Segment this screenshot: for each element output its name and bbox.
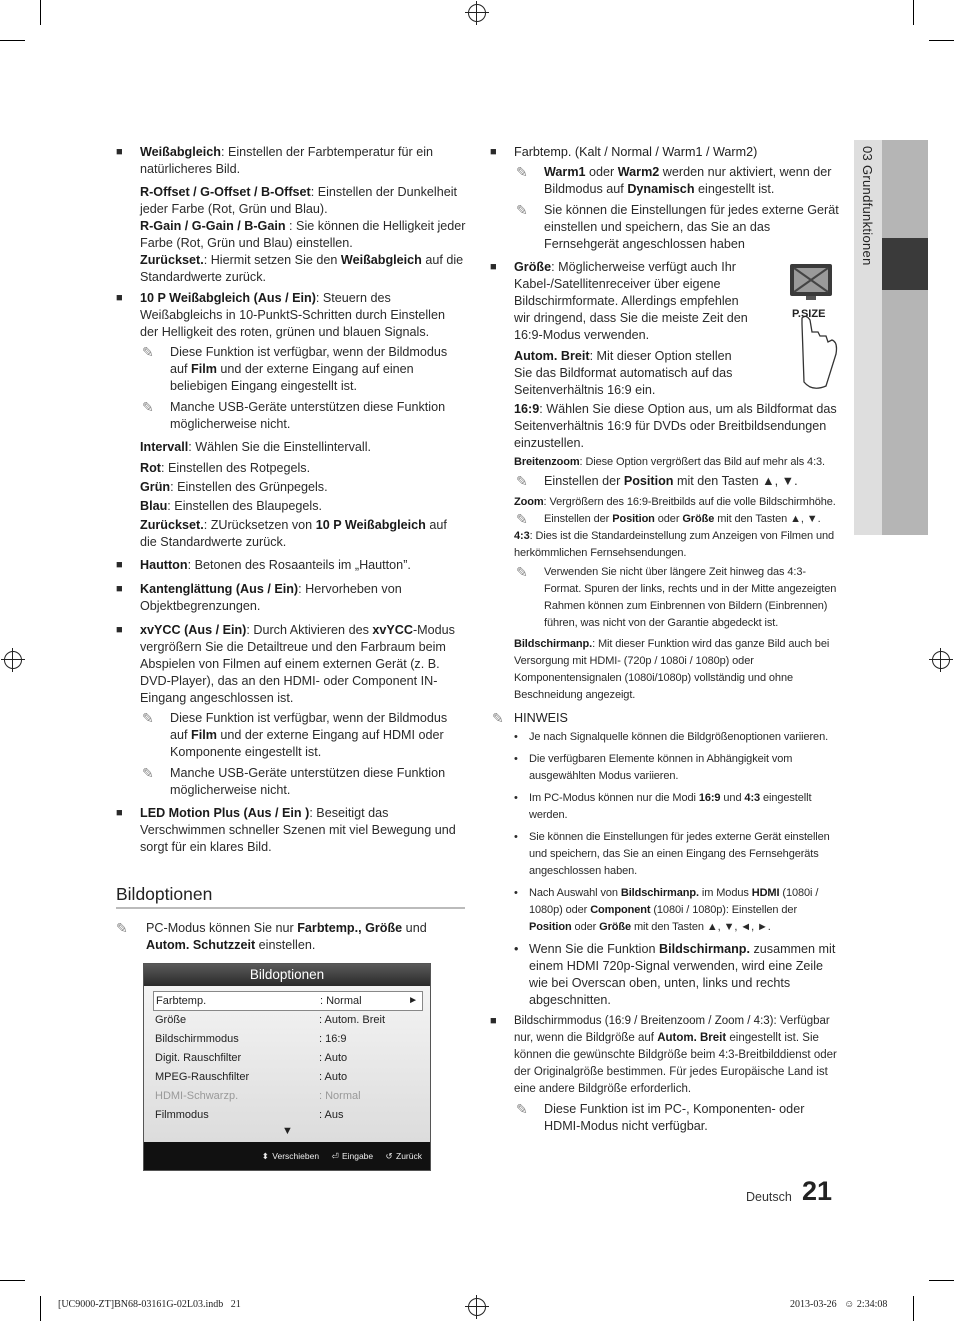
note-pencil-icon: ✎: [142, 765, 154, 781]
menu-item-bildschirmmodus[interactable]: Bildschirmmodus : 16:9: [155, 1033, 347, 1045]
hinweis-item: • Wenn Sie die Funktion Bildschirmanp. zusammen mit einem HDMI 720p-Signal verwenden, wird eine Zeile wie bei Overscan oben, unten, links und rechts abgeschnitten.: [514, 942, 836, 1007]
footer-language: Deutsch: [746, 1190, 792, 1204]
crop-mark: [0, 40, 25, 41]
hinweis-title: ✎ HINWEIS: [492, 710, 568, 726]
enter-icon: ⏎: [331, 1151, 339, 1161]
menu-item-hdmi-schwarzp: HDMI-Schwarzp. : Normal: [155, 1090, 361, 1102]
page-number: 21: [802, 1176, 833, 1206]
bullet-square-icon: ■: [116, 807, 123, 819]
crop-mark: [913, 1296, 914, 1321]
note-pencil-icon: ✎: [142, 399, 154, 415]
sub-paragraph: Bildschirmanp.: Mit dieser Funktion wird das ganze Bild auch bei Versorgung mit HDMI- (720p / 1080i / 1080p) oder Komponentensignalen (1080i/1080p) vollständig und ohne Beschneidung angezeigt.: [514, 638, 830, 701]
move-icon: ⬍: [261, 1151, 269, 1161]
registration-mark-icon: [468, 4, 486, 22]
hautton-item: ■ Hautton: Betonen des Rosaanteils im „Hautton”.: [116, 558, 411, 572]
note: ✎ Manche USB-Geräte unterstützen diese Funktion möglicherweise nicht.: [142, 399, 446, 431]
crop-mark: [40, 0, 41, 25]
menu-item-mpeg-rauschfilter[interactable]: MPEG-Rauschfilter : Auto: [155, 1071, 348, 1083]
menu-title: Bildoptionen: [144, 964, 430, 986]
sub-paragraph: R-Gain / G-Gain / B-Gain : Sie können die Helligkeit jeder Farbe (Rot, Grün und Blau) einstellen.: [140, 219, 466, 250]
note-pencil-icon: ✎: [516, 511, 528, 527]
registration-mark-icon: [4, 651, 22, 669]
bullet-square-icon: ■: [116, 559, 123, 571]
groesse-item: ■ Größe: Möglicherweise verfügt auch Ihr Kabel-/Satellitenreceiver über eigene Bildschirmformate. Allerdings empfehlen wir dringend, dass Sie die meiste Zeit den 16:9-Modus verwenden.: [490, 260, 748, 342]
item-text: : Einstellen der Farbtemperatur für ein natürlicheres Bild.: [140, 145, 434, 176]
print-date-info: 2013-03-26 ☺ 2:34:08: [790, 1299, 888, 1310]
chapter-tab-marker: [882, 238, 928, 290]
sub-paragraph: Intervall: Wählen Sie die Einstellintervall.: [140, 440, 371, 454]
hinweis-item: • Je nach Signalquelle können die Bildgrößenoptionen variieren.: [514, 731, 829, 743]
bullet-square-icon: ■: [490, 146, 497, 158]
scroll-down-icon[interactable]: ▼: [282, 1125, 293, 1137]
note: ✎ Verwenden Sie nicht über längere Zeit hinweg das 4:3-Format. Spuren der links, rechts und in der Mitte angezeigten Rahmen können zum Einbrennen von Bildern (Einbrennen) führen, was nicht von der Garantie abgedeckt ist.: [516, 564, 837, 629]
bullet-square-icon: ■: [490, 1015, 497, 1027]
crop-mark: [40, 1296, 41, 1321]
weissabgleich-item: [116, 144, 466, 178]
section-rule: [116, 907, 465, 909]
kantenglaettung-item: ■ Kantenglättung (Aus / Ein): Hervorheben von Objektbegrenzungen.: [116, 582, 402, 613]
sub-paragraph: Rot: Einstellen des Rotpegels.: [140, 461, 311, 475]
return-icon: ↺: [385, 1151, 393, 1161]
note: ✎ Einstellen der Position mit den Tasten ▲, ▼.: [516, 473, 798, 489]
menu-item-digit-rauschfilter[interactable]: Digit. Rauschfilter : Auto: [155, 1052, 348, 1064]
note: ✎ Einstellen der Position oder Größe mit den Tasten ▲, ▼.: [516, 511, 821, 527]
psize-remote-illustration: [782, 262, 844, 394]
note: ✎ Diese Funktion ist verfügbar, wenn der Bildmodus auf Film und der externe Eingang auf einen beliebigen Eingang eingestellt ist.: [142, 344, 448, 393]
sub-paragraph: Zurückset.: Hiermit setzen Sie den Weißabgleich auf die Standardwerte zurück.: [140, 253, 464, 284]
hinweis-item: • Die verfügbaren Elemente können in Abhängigkeit vom ausgewählten Modus variieren.: [514, 753, 793, 782]
menu-item-filmmodus[interactable]: Filmmodus : Aus: [155, 1109, 344, 1121]
crop-mark: [913, 0, 914, 25]
farbtemp-item: ■ Farbtemp. (Kalt / Normal / Warm1 / Warm2): [490, 145, 758, 159]
10p-weissabgleich-item: ■ 10 P Weißabgleich (Aus / Ein): Steuern des Weißabgleichs in 10-PunktS-Schritten durch Einstellen der Helligkeit des roten, grünen und blauen Signals.: [116, 291, 445, 339]
note: ✎ Diese Funktion ist verfügbar, wenn der Bildmodus auf Film und der externe Eingang auf HDMI oder Komponente eingestellt ist.: [142, 710, 448, 759]
note: ✎ Manche USB-Geräte unterstützen diese Funktion möglicherweise nicht.: [142, 765, 446, 797]
registration-mark-icon: [932, 651, 950, 669]
item-title: Weißabgleich: [140, 145, 221, 159]
arrow-right-icon: ►: [408, 995, 418, 1006]
crop-mark: [929, 1280, 954, 1281]
menu-footer: ⬍ Verschieben ⏎ Eingabe ↺ Zurück: [261, 1151, 422, 1161]
note-pencil-icon: ✎: [516, 202, 528, 218]
note: ✎ Diese Funktion ist im PC-, Komponenten- oder HDMI-Modus nicht verfügbar.: [516, 1101, 805, 1133]
bullet-square-icon: ■: [116, 583, 123, 595]
menu-item-farbtemp[interactable]: Farbtemp. : Normal ►: [153, 991, 423, 1011]
led-motion-plus-item: ■ LED Motion Plus (Aus / Ein ): Beseitigt das Verschwimmen schneller Szenen mit viel Bewegung und sorgt für ein klares Bild.: [116, 806, 456, 854]
xvycc-item: ■ xvYCC (Aus / Ein): Durch Aktivieren des xvYCC-Modus vergrößern Sie die Detailtreue und den Farbraum beim Abspielen von Filmen auf einem externen Gerät (z. B. DVD-Player), das an den HDMI- oder Component IN-Eingang angeschlossen ist.: [116, 623, 455, 705]
section-note: ✎ PC-Modus können Sie nur Farbtemp., Größe und Autom. Schutzzeit einstellen.: [116, 920, 427, 952]
sub-paragraph: Blau: Einstellen des Blaupegels.: [140, 499, 323, 513]
hinweis-item: • Im PC-Modus können nur die Modi 16:9 und 4:3 eingestellt werden.: [514, 792, 812, 821]
bildschirmmodus-item: ■ Bildschirmmodus (16:9 / Breitenzoom / Zoom / 4:3): Verfügbar nur, wenn die Bildgröße auf Autom. Breit eingestellt ist. Sie können die gewünschte Bildgröße beim 4:3-Breitbilddienst oder der Originalgröße bestimmen. Für jedes Europäische Land ist eine andere Bildgröße erforderlich.: [490, 1015, 837, 1095]
note-pencil-icon: ✎: [516, 564, 528, 580]
note-pencil-icon: ✎: [516, 164, 528, 180]
note-pencil-icon: ✎: [142, 710, 154, 726]
sub-paragraph: Breitenzoom: Diese Option vergrößert das Bild auf mehr als 4:3.: [514, 456, 826, 468]
note: ✎ Warm1 oder Warm2 werden nur aktiviert, wenn der Bildmodus auf Dynamisch eingestellt ist.: [516, 164, 832, 196]
note-pencil-icon: ✎: [116, 920, 128, 936]
crop-mark: [929, 40, 954, 41]
bullet-square-icon: ■: [116, 146, 123, 158]
bullet-square-icon: ■: [116, 292, 123, 304]
left-column: [116, 144, 466, 862]
bullet-square-icon: ■: [490, 261, 497, 273]
hinweis-item: • Sie können die Einstellungen für jedes externe Gerät einstellen und speichern, das Sie an einen Eingang des Fernsehgeräts angeschlossen haben.: [514, 831, 830, 877]
note: ✎ Sie können die Einstellungen für jedes externe Gerät einstellen und speichern, das Sie an das Fernsehgerät angeschlossen haben: [516, 202, 839, 251]
menu-item-groesse[interactable]: Größe : Autom. Breit: [155, 1014, 386, 1026]
sub-paragraph: Grün: Einstellen des Grünpegels.: [140, 480, 328, 494]
print-file-info: [UC9000-ZT]BN68-03161G-02L03.indb 21: [58, 1299, 241, 1310]
bildoptionen-menu: [143, 963, 431, 1171]
crop-mark: [0, 1280, 25, 1281]
note-pencil-icon: ✎: [492, 710, 504, 726]
tv-hand-icon: [782, 262, 844, 394]
sub-paragraph: 16:9: Wählen Sie diese Option aus, um als Bildformat das Seitenverhältnis 16:9 für DVDs oder Breitbildsendungen einzustellen.: [514, 402, 837, 450]
sub-paragraph: Zurückset.: ZUrücksetzen von 10 P Weißabgleich auf die Standardwerte zurück.: [140, 518, 447, 549]
sub-paragraph: Zoom: Vergrößern des 16:9-Breitbilds auf die volle Bildschirmhöhe.: [514, 496, 836, 508]
note-pencil-icon: ✎: [142, 344, 154, 360]
section-title: Bildoptionen: [116, 884, 213, 904]
note-pencil-icon: ✎: [516, 1101, 528, 1117]
chapter-tab-dark: [882, 140, 928, 535]
sub-paragraph: Autom. Breit: Mit dieser Option stellen Sie das Bildformat automatisch auf das Seitenverhältnis 16:9 ein.: [514, 349, 733, 397]
chapter-label: 03 Grundfunktionen: [860, 146, 875, 266]
sub-paragraph: R-Offset / G-Offset / B-Offset: Einstellen der Dunkelheit jeder Farbe (Rot, Grün und Blau).: [140, 185, 458, 216]
sub-paragraph: 4:3: Dies ist die Standardeinstellung zum Anzeigen von Filmen und herkömmlichen Fernsehsendungen.: [514, 530, 835, 559]
registration-mark-icon: [468, 1298, 486, 1316]
note-pencil-icon: ✎: [516, 473, 528, 489]
hinweis-item: • Nach Auswahl von Bildschirmanp. im Modus HDMI (1080i / 1080p) oder Component (1080i / 1080p): Einstellen der Position oder Größe mit den Tasten ▲, ▼, ◄, ►.: [514, 887, 819, 933]
menu-body: [144, 986, 430, 1142]
bullet-square-icon: ■: [116, 624, 123, 636]
psize-label: P.SIZE: [792, 308, 826, 320]
